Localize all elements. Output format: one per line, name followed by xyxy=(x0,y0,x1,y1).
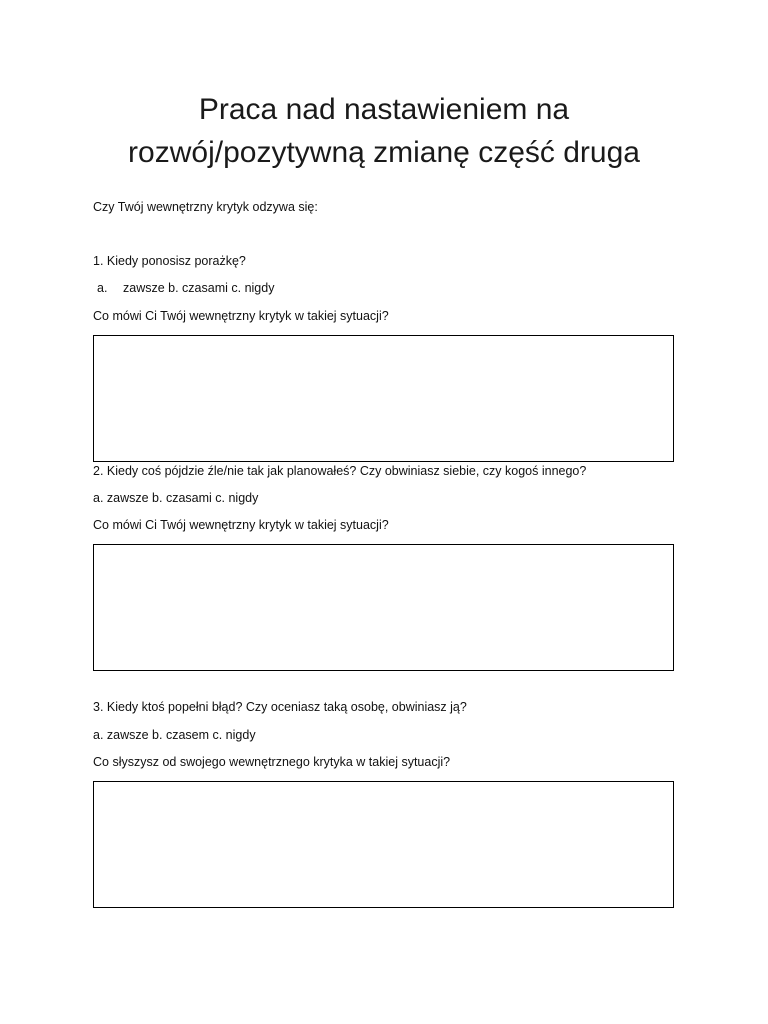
question-3-answer-box[interactable] xyxy=(93,781,674,908)
question-3-prompt: Co słyszysz od swojego wewnętrznego krytyka w takiej sytuacji? xyxy=(93,755,451,769)
question-1-prompt: Co mówi Ci Twój wewnętrzny krytyk w takiej sytuacji? xyxy=(93,309,389,323)
question-2-answer-box[interactable] xyxy=(93,544,674,671)
question-3-options: a. zawsze b. czasem c. nigdy xyxy=(93,728,256,742)
question-1-options xyxy=(93,280,274,296)
page-title xyxy=(0,88,768,174)
question-3-text: 3. Kiedy ktoś popełni błąd? Czy oceniasz taką osobę, obwiniasz ją? xyxy=(93,700,467,714)
question-2-options: a. zawsze b. czasami c. nigdy xyxy=(93,491,259,505)
question-1-options-marker: a. xyxy=(97,281,108,295)
question-2-prompt: Co mówi Ci Twój wewnętrzny krytyk w takiej sytuacji? xyxy=(93,518,389,532)
question-1-text: 1. Kiedy ponosisz porażkę? xyxy=(93,254,246,268)
intro-text: Czy Twój wewnętrzny krytyk odzywa się: xyxy=(93,200,318,214)
question-1-answer-box[interactable] xyxy=(93,335,674,462)
page-title-line-1: Praca nad nastawieniem na xyxy=(198,93,570,126)
page-title-line-2: rozwój/pozytywną zmianę część druga xyxy=(128,136,640,169)
question-1-options-text: zawsze b. czasami c. nigdy xyxy=(123,281,275,295)
question-2-text: 2. Kiedy coś pójdzie źle/nie tak jak planowałeś? Czy obwiniasz siebie, czy kogoś innego? xyxy=(93,464,587,478)
